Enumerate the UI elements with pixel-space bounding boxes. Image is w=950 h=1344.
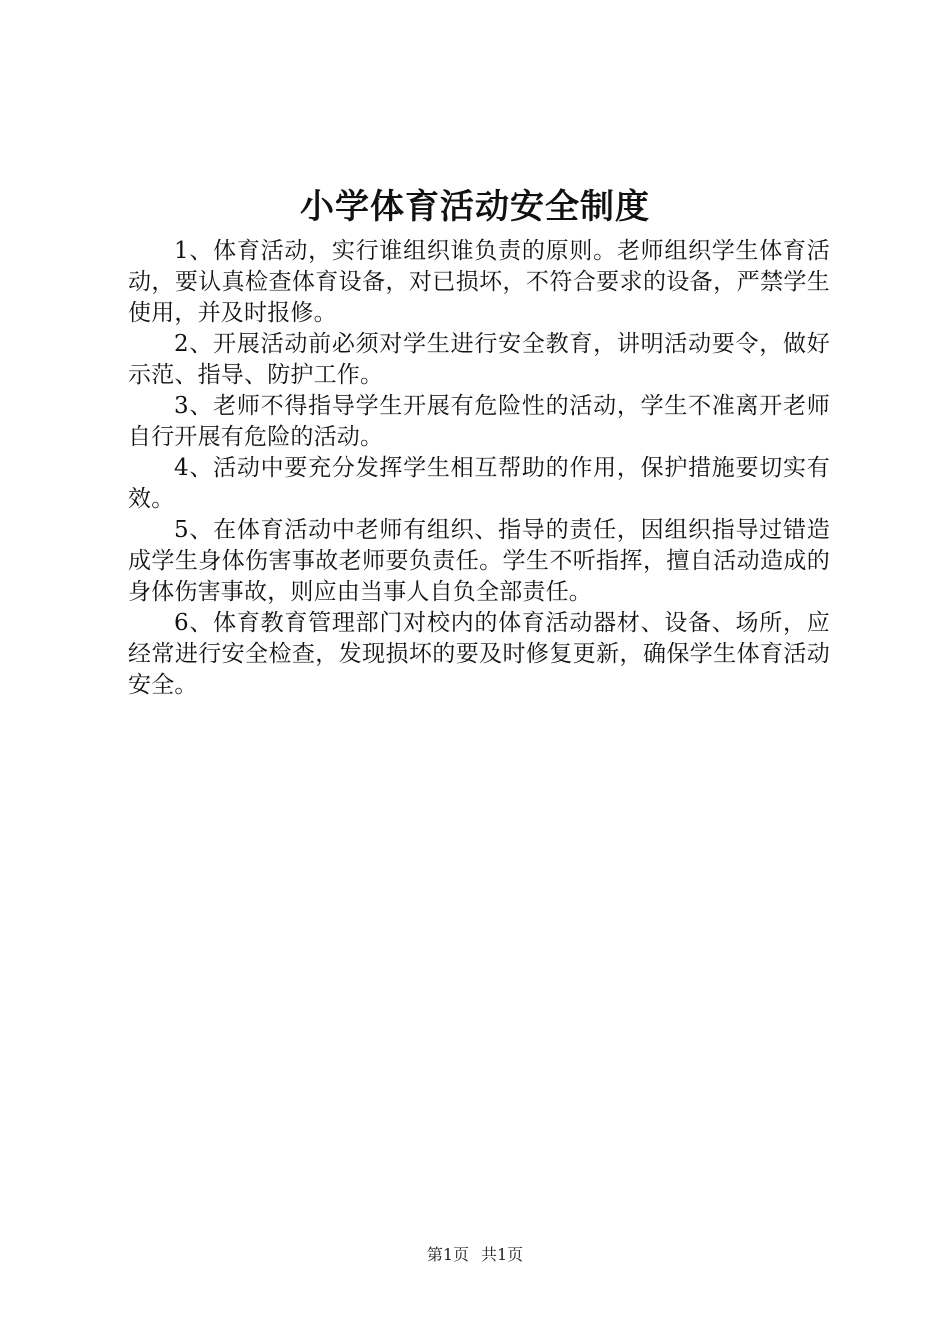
paragraph-4: 4、活动中要充分发挥学生相互帮助的作用，保护措施要切实有效。 bbox=[128, 455, 830, 512]
page-number-total: 共1页 bbox=[481, 1245, 524, 1264]
paragraph-5: 5、在体育活动中老师有组织、指导的责任，因组织指导过错造成学生身体伤害事故老师要负责任。学生不听指挥，擅自活动造成的身体伤害事故，则应由当事人自负全部责任。 bbox=[128, 517, 830, 605]
page-number-current: 第1页 bbox=[426, 1245, 469, 1264]
paragraph-6: 6、体育教育管理部门对校内的体育活动器材、设备、场所，应经常进行安全检查，发现损坏的要及时修复更新，确保学生体育活动安全。 bbox=[128, 610, 830, 698]
document-body bbox=[128, 236, 830, 701]
paragraph-1: 1、体育活动，实行谁组织谁负责的原则。老师组织学生体育活动，要认真检查体育设备，对已损坏，不符合要求的设备，严禁学生使用，并及时报修。 bbox=[128, 238, 830, 326]
paragraph-3: 3、老师不得指导学生开展有危险性的活动，学生不准离开老师自行开展有危险的活动。 bbox=[128, 393, 830, 450]
document-title: 小学体育活动安全制度 bbox=[300, 187, 650, 227]
page-footer bbox=[0, 1243, 950, 1267]
paragraph-2: 2、开展活动前必须对学生进行安全教育，讲明活动要令，做好示范、指导、防护工作。 bbox=[128, 331, 830, 388]
